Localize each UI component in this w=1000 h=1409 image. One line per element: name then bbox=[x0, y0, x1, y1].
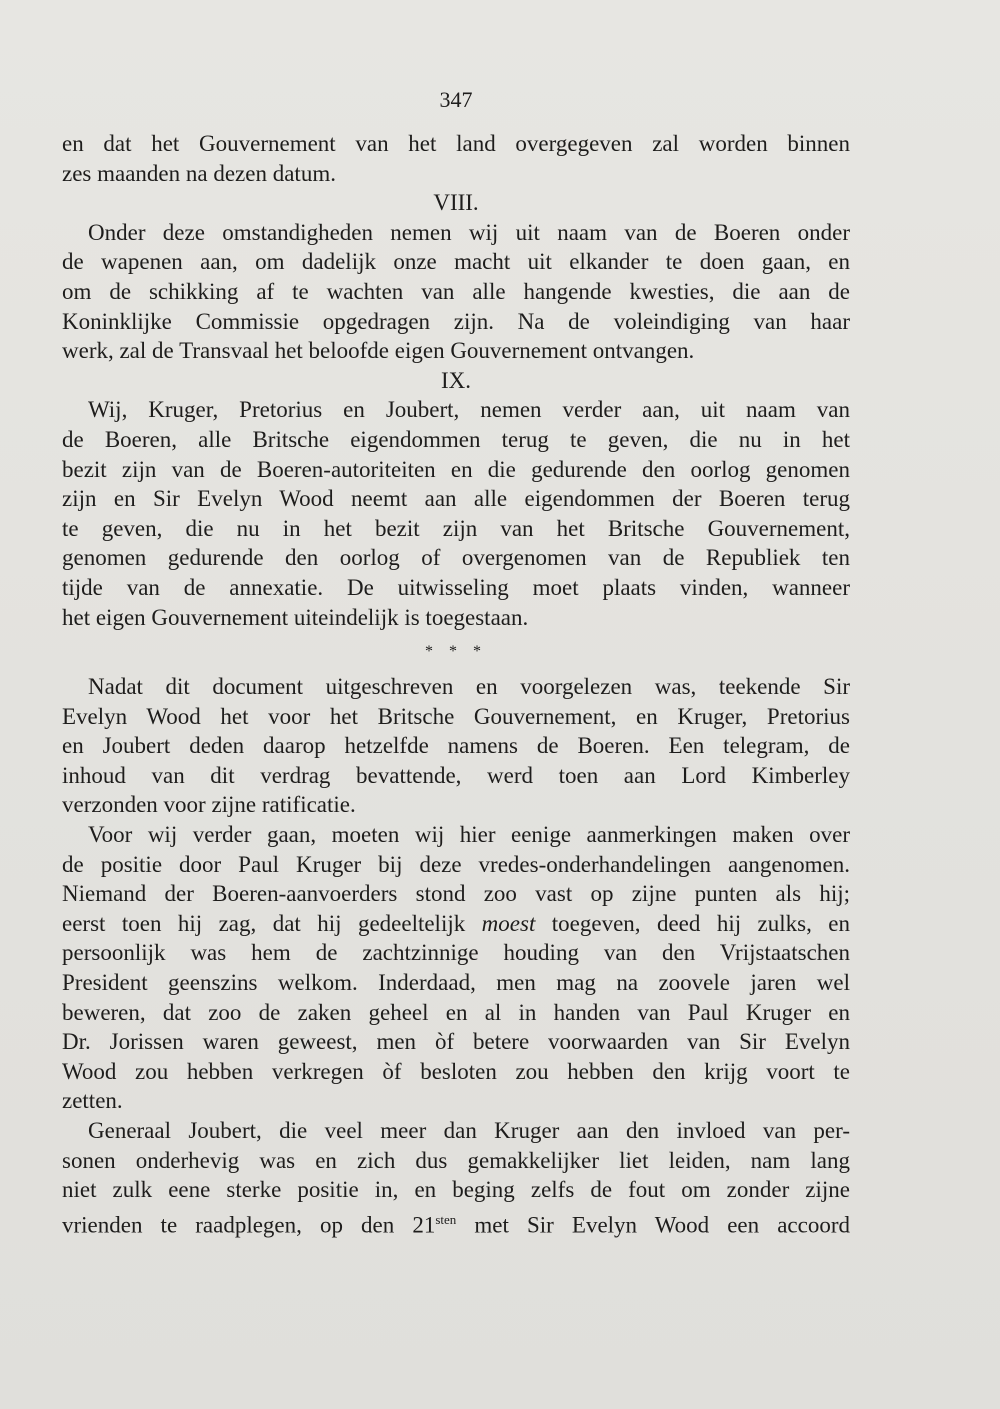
paragraph bbox=[62, 672, 850, 820]
text-line: zijn en Sir Evelyn Wood neemt aan alle eigendommen der Boeren terug bbox=[62, 486, 850, 512]
paragraph bbox=[62, 218, 850, 366]
page-number: 347 bbox=[439, 87, 473, 112]
text-line: Wij, Kruger, Pretorius en Joubert, nemen verder aan, uit naam van bbox=[88, 397, 850, 423]
text-line: te geven, die nu in het bezit zijn van het Britsche Gouvernement, bbox=[62, 515, 850, 541]
text-line: om de schikking af te wachten van alle hangende kwesties, die aan de bbox=[62, 278, 850, 304]
text-body bbox=[62, 129, 850, 1238]
text-line: beweren, dat zoo de zaken geheel en al in handen van Paul Kruger en bbox=[62, 999, 850, 1025]
paragraph bbox=[62, 129, 850, 188]
paragraph bbox=[62, 395, 850, 632]
text-line: genomen gedurende den oorlog of overgenomen van de Republiek ten bbox=[62, 545, 850, 571]
text-line: sonen onderhevig was en zich dus gemakkelijker liet leiden, nam lang bbox=[62, 1147, 850, 1173]
text-line: persoonlijk was hem de zachtzinnige houding van den Vrijstaatschen bbox=[62, 940, 850, 966]
text-line: eerst toen hij zag, dat hij gedeeltelijk moest toegeven, deed hij zulks, en bbox=[62, 910, 850, 936]
text-line: Onder deze omstandigheden nemen wij uit naam van de Boeren onder bbox=[88, 219, 850, 245]
text-line: bezit zijn van de Boeren-autoriteiten en die gedurende den oorlog genomen bbox=[62, 456, 850, 482]
text-line: de wapenen aan, om dadelijk onze macht uit elkander te doen gaan, en bbox=[62, 249, 850, 275]
text-line: werk, zal de Transvaal het beloofde eigen Gouvernement ontvangen. bbox=[62, 338, 695, 364]
text-line: verzonden voor zijne ratificatie. bbox=[62, 792, 356, 818]
text-line: de positie door Paul Kruger bij deze vredes-onderhandelingen aangenomen. bbox=[62, 851, 850, 877]
text-line: tijde van de annexatie. De uitwisseling moet plaats vinden, wanneer bbox=[62, 574, 850, 600]
text-line: Niemand der Boeren-aanvoerders stond zoo vast op zijne punten als hij; bbox=[62, 881, 850, 907]
page-text bbox=[62, 85, 850, 1238]
text-line: niet zulk eene sterke positie in, en beging zelfs de fout om zonder zijne bbox=[62, 1177, 850, 1203]
text-line: en Joubert deden daarop hetzelfde namens de Boeren. Een telegram, de bbox=[62, 733, 850, 759]
section-heading: IX. bbox=[440, 367, 472, 393]
text-line: Dr. Jorissen waren geweest, men òf betere voorwaarden van Sir Evelyn bbox=[62, 1029, 850, 1055]
text-line: en dat het Gouvernement van het land overgegeven zal worden binnen bbox=[62, 131, 850, 156]
text-line: zetten. bbox=[62, 1088, 123, 1114]
paragraph bbox=[62, 1116, 850, 1238]
section-separator: * * * bbox=[425, 643, 487, 661]
text-line: Voor wij verder gaan, moeten wij hier eenige aanmerkingen maken over bbox=[88, 822, 850, 848]
text-line: Nadat dit document uitgeschreven en voorgelezen was, teekende Sir bbox=[88, 674, 850, 700]
text-line: zes maanden na dezen datum. bbox=[62, 160, 336, 186]
text-line: Evelyn Wood het voor het Britsche Gouvernement, en Kruger, Pretorius bbox=[62, 703, 850, 729]
text-line: inhoud van dit verdrag bevattende, werd toen aan Lord Kimberley bbox=[62, 762, 850, 788]
text-line: Koninklijke Commissie opgedragen zijn. Na de voleindiging van haar bbox=[62, 308, 850, 334]
text-line: Generaal Joubert, die veel meer dan Kruger aan den invloed van per- bbox=[88, 1118, 850, 1143]
text-line: President geenszins welkom. Inderdaad, men mag na zoovele jaren wel bbox=[62, 970, 850, 996]
text-line: Wood zou hebben verkregen òf besloten zou hebben den krijg voort te bbox=[62, 1058, 850, 1084]
text-line: het eigen Gouvernement uiteindelijk is toegestaan. bbox=[62, 604, 529, 630]
text-line: vrienden te raadplegen, op den $21^{sten}$ met Sir Evelyn Wood een accoord bbox=[62, 1211, 850, 1238]
text-line: de Boeren, alle Britsche eigendommen terug te geven, die nu in het bbox=[62, 426, 850, 452]
section-heading: VIII. bbox=[433, 190, 479, 216]
paragraph bbox=[62, 820, 850, 1116]
